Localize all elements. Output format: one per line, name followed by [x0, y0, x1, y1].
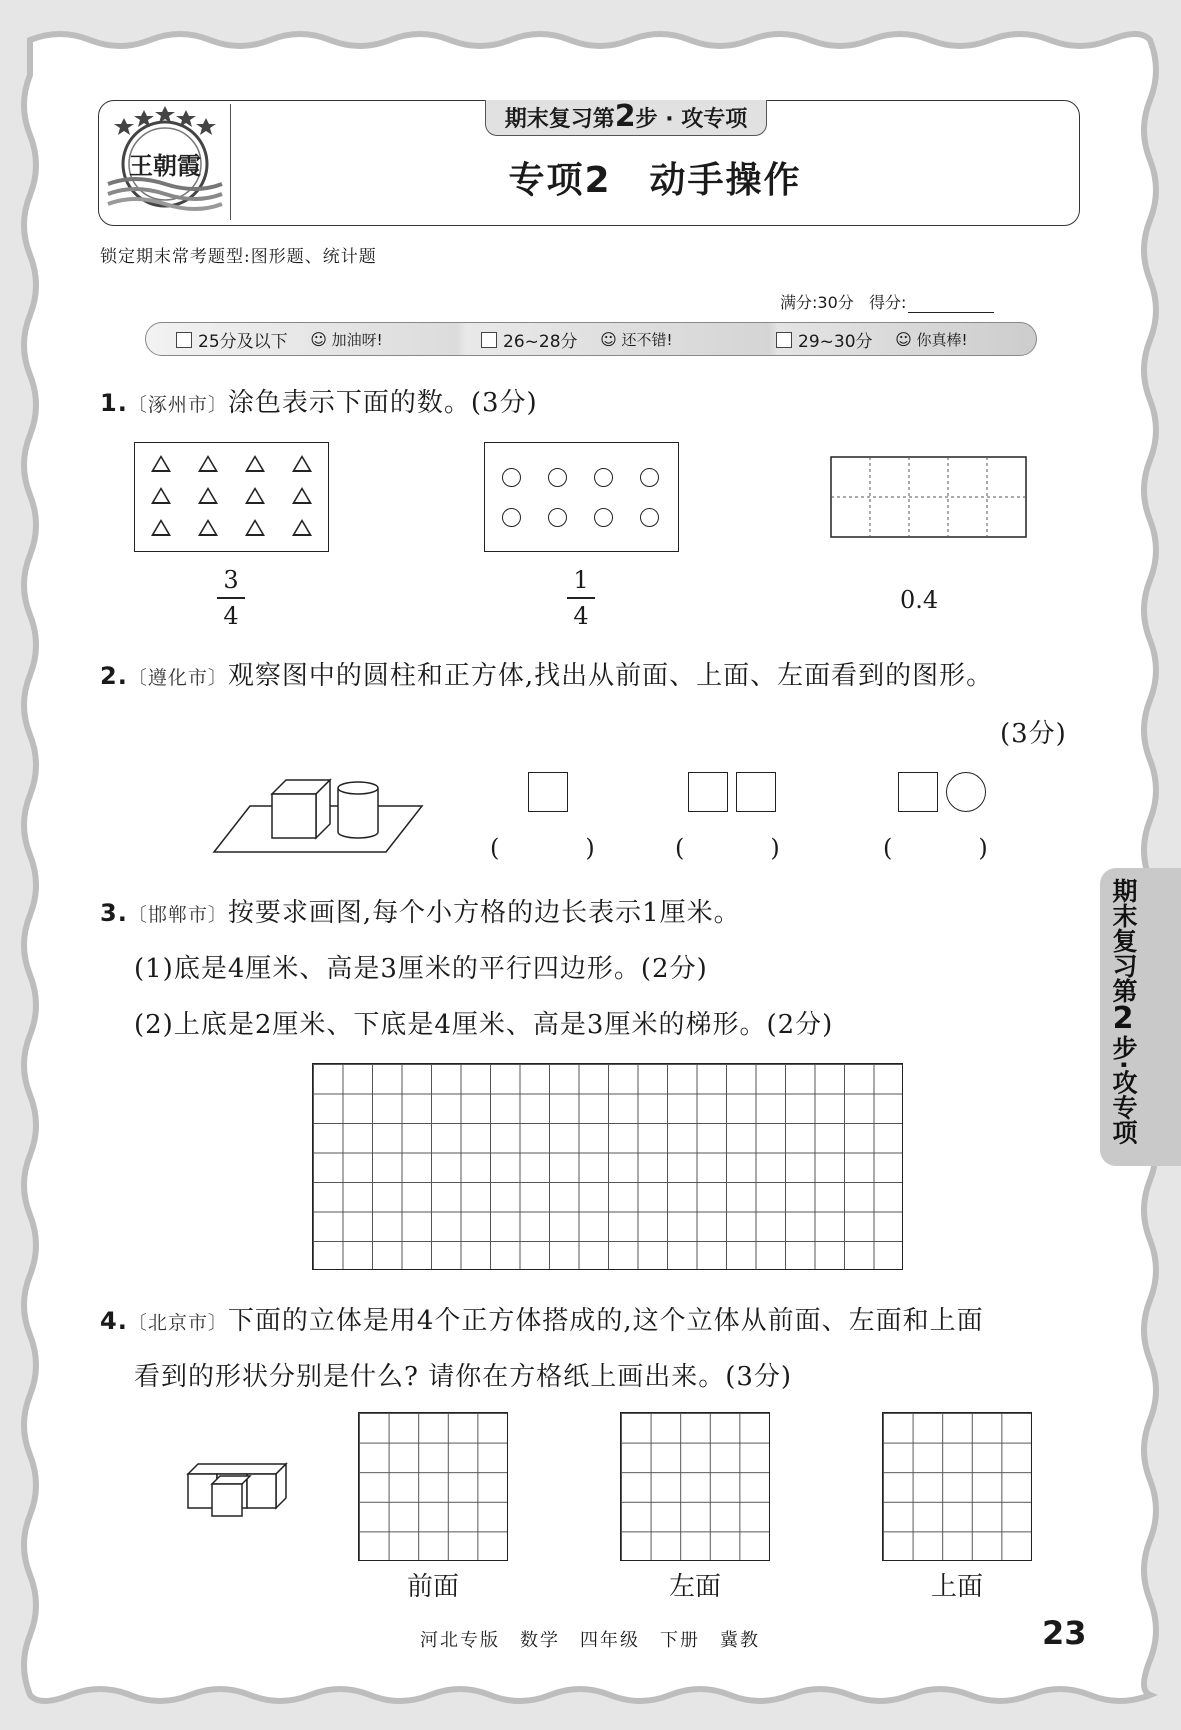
- question-number: 3.: [100, 899, 128, 927]
- question-3: [100, 892, 741, 929]
- label-front: 前面: [406, 1572, 459, 1602]
- view-square-with-circle: [898, 772, 938, 812]
- footer: 河北专版 数学 四年级 下册 冀教: [420, 1630, 760, 1651]
- view-square-right: [736, 772, 776, 812]
- score-tier-bar: [145, 322, 1037, 356]
- tier-mid-message: 还不错!: [621, 331, 673, 349]
- question-city: 〔遵化市〕: [127, 667, 228, 689]
- answer-paren-2[interactable]: [675, 834, 780, 862]
- tier-low-checkbox[interactable]: [176, 332, 192, 348]
- cube-cylinder-figure: [210, 772, 430, 854]
- fraction-one-quarter: [561, 563, 601, 633]
- circle-icon: [594, 508, 613, 527]
- question-number: 2.: [100, 662, 128, 690]
- question-2: [100, 655, 993, 692]
- triangle-icon: [245, 455, 265, 472]
- question-text: 下面的立体是用4个正方体搭成的,这个立体从前面、左面和上面: [227, 1306, 984, 1336]
- fraction-denominator: 4: [573, 601, 589, 630]
- score-blank[interactable]: [908, 296, 994, 313]
- fraction-numerator: 3: [223, 566, 239, 594]
- question-city: 〔北京市〕: [127, 1312, 228, 1334]
- question-text: 按要求画图,每个小方格的边长表示1厘米。: [227, 898, 741, 928]
- smiley-icon: ☺: [600, 329, 617, 349]
- question-2-points: (3分): [1000, 719, 1067, 749]
- question-text: 观察图中的圆柱和正方体,找出从前面、上面、左面看到的图形。: [227, 661, 994, 691]
- logo-emblem: [104, 104, 226, 222]
- answer-paren-1[interactable]: [490, 834, 595, 862]
- triangle-icon: [151, 519, 171, 536]
- question-number: 4.: [100, 1307, 128, 1335]
- label-left: 左面: [668, 1572, 721, 1602]
- cube-stack-figure: [182, 1456, 300, 1518]
- step-prefix: 期末复习第: [504, 107, 615, 132]
- question-4-line-2: 看到的形状分别是什么? 请你在方格纸上画出来。(3分): [134, 1362, 793, 1392]
- logo-lettering: 王朝霞: [129, 151, 201, 180]
- smiley-icon: ☺: [310, 329, 327, 349]
- decimal-grid-figure[interactable]: [830, 456, 1027, 538]
- smiley-icon: ☺: [895, 329, 912, 349]
- question-1: [100, 382, 538, 419]
- view-square-left: [688, 772, 728, 812]
- tier-low: [176, 327, 383, 352]
- question-4: [100, 1300, 984, 1337]
- step-suffix: 步 · 攻专项: [635, 107, 748, 132]
- tier-high-checkbox[interactable]: [776, 332, 792, 348]
- triangle-icon: [151, 487, 171, 504]
- triangle-icon: [198, 487, 218, 504]
- step-number: 2: [614, 99, 636, 134]
- side-tab-part1: 期末复习第: [1109, 878, 1138, 1003]
- page-title: 专项2 动手操作: [508, 160, 802, 201]
- side-tab-number: 2: [1112, 1001, 1134, 1036]
- circle-figure[interactable]: [484, 442, 679, 552]
- circle-icon: [594, 468, 613, 487]
- triangle-icon: [198, 455, 218, 472]
- view-circle: [946, 772, 986, 812]
- view-square-single: [528, 772, 568, 812]
- answer-paren-3[interactable]: [883, 834, 988, 862]
- drawing-grid-large[interactable]: [312, 1063, 903, 1270]
- fraction-numerator: 1: [573, 566, 589, 594]
- tier-mid: [481, 327, 673, 352]
- fraction-denominator: 4: [223, 601, 239, 630]
- tier-mid-range: 26~28分: [503, 332, 578, 352]
- triangle-figure[interactable]: [134, 442, 329, 552]
- question-city: 〔涿州市〕: [127, 394, 228, 416]
- page-number: 23: [1042, 1614, 1087, 1652]
- triangle-icon: [292, 519, 312, 536]
- full-score-label: 满分:30分: [780, 293, 854, 312]
- tier-high: [776, 327, 968, 352]
- label-top: 上面: [930, 1572, 983, 1602]
- question-3-part-2: (2)上底是2厘米、下底是4厘米、高是3厘米的梯形。(2分): [134, 1010, 834, 1040]
- paren-close: ): [585, 834, 595, 862]
- triangle-icon: [292, 455, 312, 472]
- circle-icon: [502, 508, 521, 527]
- paren-close: ): [770, 834, 780, 862]
- drawing-grid-top[interactable]: [882, 1412, 1032, 1561]
- tier-mid-checkbox[interactable]: [481, 332, 497, 348]
- triangle-icon: [245, 519, 265, 536]
- paren-open: (: [675, 834, 685, 862]
- triangle-icon: [245, 487, 265, 504]
- score-line: [780, 290, 994, 313]
- question-text: 涂色表示下面的数。(3分): [227, 388, 538, 418]
- circle-icon: [640, 468, 659, 487]
- triangle-icon: [151, 455, 171, 472]
- triangle-icon: [198, 519, 218, 536]
- question-city: 〔邯郸市〕: [127, 904, 228, 926]
- decimal-value: 0.4: [900, 586, 939, 614]
- side-tab-part2: 步·攻专项: [1109, 1035, 1138, 1145]
- circle-icon: [502, 468, 521, 487]
- question-3-part-1: (1)底是4厘米、高是3厘米的平行四边形。(2分): [134, 954, 708, 984]
- drawing-grid-left[interactable]: [620, 1412, 770, 1561]
- question-number: 1.: [100, 389, 128, 417]
- tier-low-range: 25分及以下: [198, 332, 288, 352]
- side-tab-text: [1100, 878, 1146, 1145]
- paren-open: (: [490, 834, 500, 862]
- tier-high-message: 你真棒!: [916, 331, 968, 349]
- fraction-three-quarters: [211, 563, 251, 633]
- tier-low-message: 加油呀!: [331, 331, 383, 349]
- step-tab: [485, 100, 767, 136]
- triangle-icon: [292, 487, 312, 504]
- score-label: 得分:: [869, 293, 907, 312]
- drawing-grid-front[interactable]: [358, 1412, 508, 1561]
- circle-icon: [548, 508, 567, 527]
- circle-icon: [548, 468, 567, 487]
- subtitle: 锁定期末常考题型:图形题、统计题: [100, 247, 377, 267]
- paren-close: ): [978, 834, 988, 862]
- paren-open: (: [883, 834, 893, 862]
- circle-icon: [640, 508, 659, 527]
- tier-high-range: 29~30分: [798, 332, 873, 352]
